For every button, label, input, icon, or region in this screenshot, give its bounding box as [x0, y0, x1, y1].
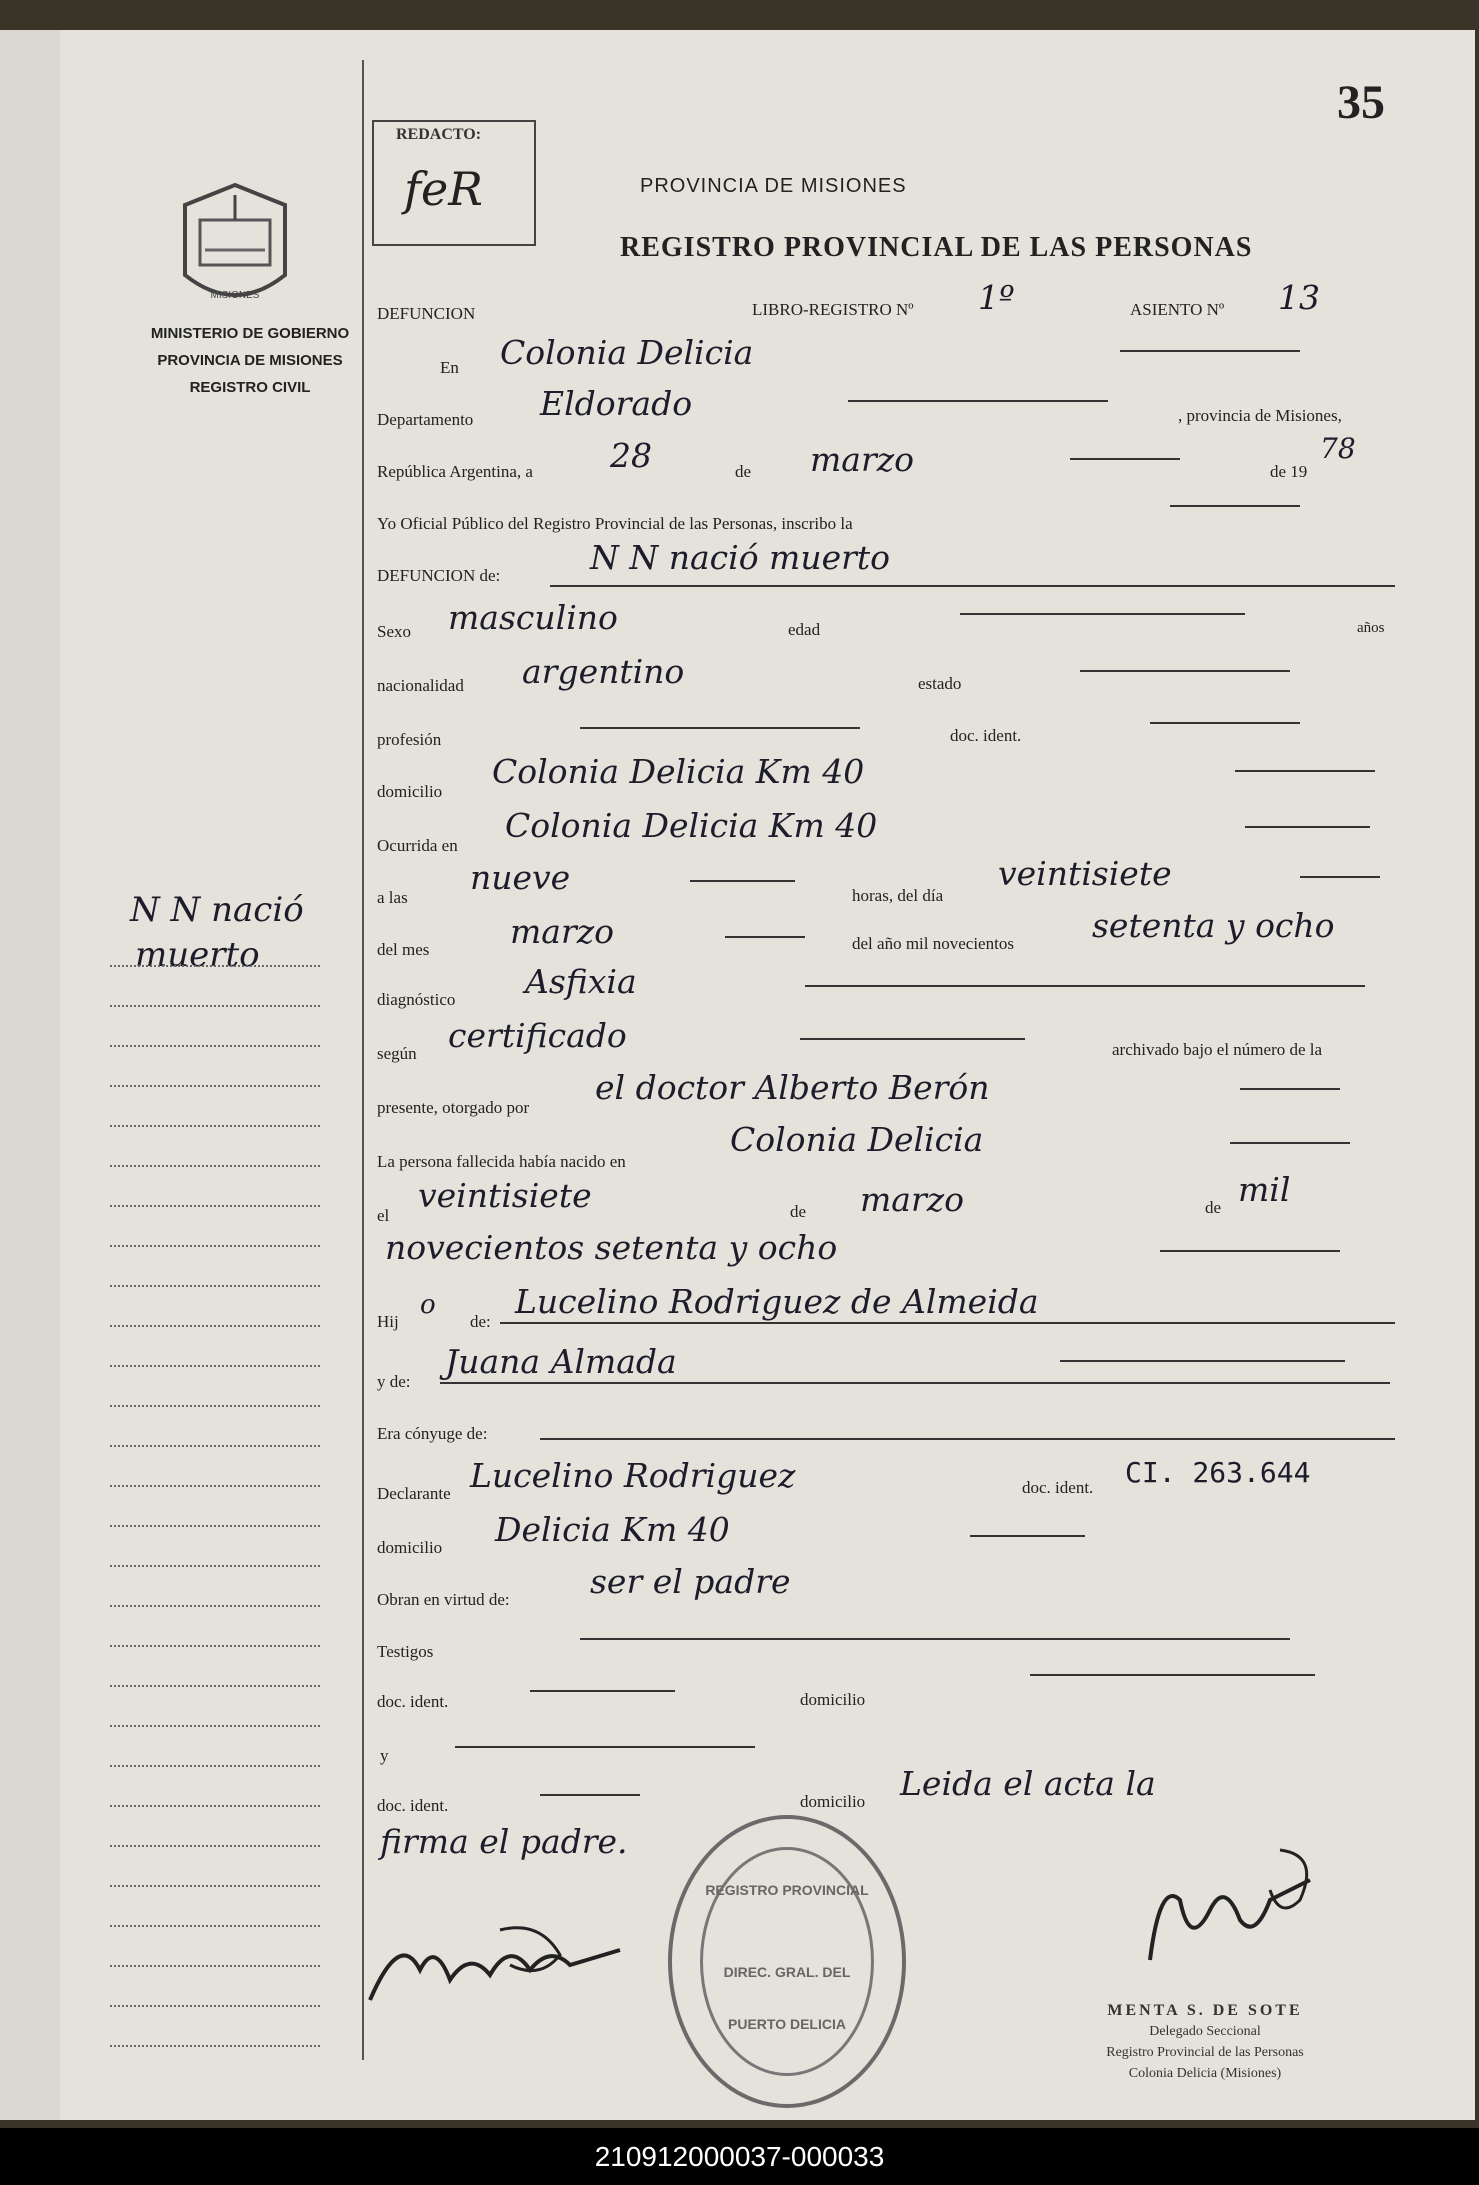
- yo-oficial-text: Yo Oficial Público del Registro Provincial de las Personas, inscribo la: [377, 514, 853, 533]
- y-label: y: [380, 1746, 389, 1765]
- redacto-initials: feR: [404, 162, 483, 216]
- redacto-box: [372, 120, 536, 246]
- margin-line: [110, 1205, 320, 1208]
- ano-value: 78: [1320, 432, 1356, 465]
- margin-line: [110, 1965, 320, 1968]
- libro-registro-label: LIBRO-REGISTRO Nº: [752, 300, 914, 319]
- underline: [440, 1382, 1390, 1384]
- firma-text: firma el padre.: [380, 1822, 628, 1861]
- de-label: de: [735, 462, 752, 481]
- provincial-seal-icon: [170, 180, 300, 320]
- ministry-line-1: MINISTERIO DE GOBIERNO: [150, 325, 350, 342]
- testigo2-doc-label: doc. ident.: [377, 1796, 449, 1815]
- blank-line: [1080, 670, 1290, 672]
- blank-line: [1300, 876, 1380, 878]
- official-stamp: [668, 1815, 906, 2108]
- blank-line: [970, 1535, 1085, 1537]
- el-label: el: [377, 1206, 390, 1225]
- horas-del-dia-label: horas, del día: [852, 886, 944, 905]
- domicilio-value: Colonia Delicia Km 40: [492, 752, 865, 791]
- nacionalidad-value: argentino: [522, 652, 685, 691]
- blank-line: [1030, 1674, 1315, 1676]
- margin-line: [110, 1925, 320, 1928]
- official-line-2: Registro Provincial de las Personas: [1106, 2045, 1304, 2060]
- margin-line: [110, 1765, 320, 1768]
- margin-line: [110, 1045, 320, 1048]
- margin-line: [110, 1445, 320, 1448]
- margin-line: [110, 1365, 320, 1368]
- hij-suffix: o: [420, 1290, 436, 1320]
- margin-line: [110, 1685, 320, 1688]
- underline: [540, 1438, 1395, 1440]
- ocurrida-en-value: Colonia Delicia Km 40: [505, 806, 878, 845]
- nacido-en-label: La persona fallecida había nacido en: [377, 1152, 626, 1171]
- defuncion-de-value: N N nació muerto: [590, 538, 891, 577]
- blank-line: [848, 400, 1108, 402]
- margin-line: [110, 1245, 320, 1248]
- margin-line: [110, 1725, 320, 1728]
- margin-line: [110, 1645, 320, 1648]
- margin-line: [110, 1325, 320, 1328]
- margin-line: [110, 1805, 320, 1808]
- official-line-3: Colonia Delicia (Misiones): [1128, 2066, 1282, 2081]
- blank-line: [1245, 826, 1370, 828]
- stamp-text: [702, 1879, 872, 2035]
- declarante-doc-value: CI. 263.644: [1125, 1456, 1311, 1489]
- del-ano-label: del año mil novecientos: [852, 934, 1014, 953]
- margin-line: [110, 1565, 320, 1568]
- departamento-label: Departamento: [377, 410, 474, 429]
- margin-line: [110, 1845, 320, 1848]
- page-number: 35: [1337, 76, 1385, 129]
- declarante-label: Declarante: [377, 1484, 451, 1503]
- madre-value: Juana Almada: [445, 1342, 677, 1381]
- dia-texto-value: veintisiete: [998, 854, 1172, 893]
- blank-line: [1150, 722, 1300, 724]
- blank-line: [1230, 1142, 1350, 1144]
- blank-line: [1160, 1250, 1340, 1252]
- otorgado-por-value: el doctor Alberto Berón: [595, 1068, 990, 1107]
- sexo-value: masculino: [448, 598, 618, 637]
- segun-label: según: [377, 1044, 417, 1063]
- nac-dia-value: veintisiete: [418, 1176, 592, 1215]
- official-signature-icon: [1130, 1840, 1330, 1980]
- domicilio-label: domicilio: [377, 782, 443, 801]
- leida-text: Leida el acta la: [900, 1764, 1156, 1803]
- province-heading: PROVINCIA DE MISIONES: [640, 175, 907, 197]
- margin-line: [110, 1525, 320, 1528]
- defuncion-de-label: DEFUNCION de:: [377, 566, 501, 585]
- nac-mil-value: mil: [1238, 1170, 1291, 1209]
- declarante-domicilio-label: domicilio: [377, 1538, 443, 1557]
- hij-de-label: de:: [470, 1312, 491, 1331]
- blank-line: [455, 1746, 755, 1748]
- blank-line: [530, 1690, 675, 1692]
- blank-line: [580, 1638, 1290, 1640]
- blank-line: [580, 727, 860, 729]
- stamp-line-1: REGISTRO PROVINCIAL: [705, 1882, 869, 1898]
- nacionalidad-label: nacionalidad: [377, 676, 464, 695]
- ocurrida-en-label: Ocurrida en: [377, 836, 458, 855]
- ministry-heading: [100, 320, 400, 401]
- conyuge-label: Era cónyuge de:: [377, 1424, 488, 1443]
- ministry-line-3: REGISTRO CIVIL: [189, 379, 311, 396]
- margin-line: [110, 1165, 320, 1168]
- estado-label: estado: [918, 674, 962, 693]
- official-block: [1045, 2000, 1365, 2084]
- underline: [500, 1322, 1395, 1324]
- blank-line: [725, 936, 805, 938]
- diagnostico-label: diagnóstico: [377, 990, 456, 1009]
- margin-line: [110, 1125, 320, 1128]
- margin-line: [110, 1285, 320, 1288]
- margin-line: [110, 1885, 320, 1888]
- profesion-label: profesión: [377, 730, 442, 749]
- image-id-footer: 210912000037-000033: [0, 2128, 1479, 2185]
- margin-line: [110, 1005, 320, 1008]
- ano-texto-value: setenta y ocho: [1092, 906, 1335, 945]
- republica-label: República Argentina, a: [377, 462, 533, 481]
- blank-line: [960, 613, 1245, 615]
- blank-line: [690, 880, 795, 882]
- dia-value: 28: [610, 436, 652, 475]
- underline: [550, 585, 1395, 587]
- testigo2-domicilio-label: domicilio: [800, 1792, 866, 1811]
- ministry-line-2: PROVINCIA DE MISIONES: [157, 352, 343, 369]
- margin-rule: [362, 60, 364, 2060]
- y-de-label: y de:: [377, 1372, 411, 1391]
- hora-value: nueve: [470, 858, 571, 897]
- obran-label: Obran en virtud de:: [377, 1590, 510, 1609]
- sexo-label: Sexo: [377, 622, 411, 641]
- anos-label: años: [1357, 620, 1385, 636]
- asiento-value: 13: [1278, 278, 1320, 317]
- testigos-label: Testigos: [377, 1642, 434, 1661]
- margin-line: [110, 965, 320, 968]
- nacido-en-value: Colonia Delicia: [730, 1120, 984, 1159]
- diagnostico-value: Asfixia: [525, 962, 637, 1001]
- testigo-domicilio-label: domicilio: [800, 1690, 866, 1709]
- blank-line: [1240, 1088, 1340, 1090]
- stamp-line-2: DIREC. GRAL. DEL: [723, 1964, 851, 1980]
- nac-ano-value: novecientos setenta y ocho: [385, 1228, 838, 1267]
- redacto-label: REDACTO:: [396, 126, 482, 143]
- nac-de-mil-label: de: [1205, 1198, 1222, 1217]
- padre-value: Lucelino Rodriguez de Almeida: [515, 1282, 1039, 1321]
- departamento-value: Eldorado: [540, 384, 693, 423]
- obran-value: ser el padre: [590, 1562, 791, 1601]
- en-label: En: [440, 358, 459, 377]
- segun-value: certificado: [448, 1016, 627, 1055]
- declarante-domicilio-value: Delicia Km 40: [495, 1510, 730, 1549]
- blank-line: [1235, 770, 1375, 772]
- archivado-label: archivado bajo el número de la: [1112, 1040, 1323, 1059]
- mes-value: marzo: [810, 440, 914, 479]
- edad-label: edad: [788, 620, 821, 639]
- blank-line: [800, 1038, 1025, 1040]
- blank-line: [1120, 350, 1300, 352]
- en-value: Colonia Delicia: [500, 333, 754, 372]
- registry-heading: REGISTRO PROVINCIAL DE LAS PERSONAS: [620, 232, 1253, 263]
- official-name: MENTA S. DE SOTE: [1107, 2002, 1303, 2019]
- nac-mes-value: marzo: [860, 1180, 964, 1219]
- blank-line: [805, 985, 1365, 987]
- blank-line: [1170, 505, 1300, 507]
- margin-line: [110, 1605, 320, 1608]
- asiento-label: ASIENTO Nº: [1130, 300, 1225, 319]
- hij-label: Hij: [377, 1312, 399, 1331]
- margin-line: [110, 1405, 320, 1408]
- del-mes-label: del mes: [377, 940, 430, 959]
- blank-line: [1060, 1360, 1345, 1362]
- mes-texto-value: marzo: [510, 912, 614, 951]
- margin-line: [110, 2005, 320, 2008]
- blank-line: [540, 1794, 640, 1796]
- seal-text: MISIONES: [210, 290, 260, 301]
- declarant-signature-icon: [360, 1910, 660, 2020]
- margin-line: [110, 2045, 320, 2048]
- facing-page-edge: [0, 30, 60, 2120]
- official-line-1: Delegado Seccional: [1149, 2024, 1261, 2039]
- de-19-label: de 19: [1270, 462, 1308, 481]
- declarante-value: Lucelino Rodriguez: [470, 1456, 796, 1495]
- declarante-doc-label: doc. ident.: [1022, 1478, 1094, 1497]
- doc-ident-label: doc. ident.: [950, 726, 1022, 745]
- blank-line: [1070, 458, 1180, 460]
- defuncion-label: DEFUNCION: [377, 304, 476, 323]
- margin-note-line-1: N N nació: [130, 890, 304, 930]
- provincia-label: , provincia de Misiones,: [1178, 406, 1342, 425]
- libro-value: 1º: [978, 278, 1015, 317]
- a-las-label: a las: [377, 888, 408, 907]
- margin-note-line-2: muerto: [135, 935, 260, 975]
- nac-de-label: de: [790, 1202, 807, 1221]
- stamp-line-3: PUERTO DELICIA: [728, 2016, 846, 2032]
- testigo-doc-label: doc. ident.: [377, 1692, 449, 1711]
- presente-label: presente, otorgado por: [377, 1098, 530, 1117]
- margin-line: [110, 1085, 320, 1088]
- margin-line: [110, 1485, 320, 1488]
